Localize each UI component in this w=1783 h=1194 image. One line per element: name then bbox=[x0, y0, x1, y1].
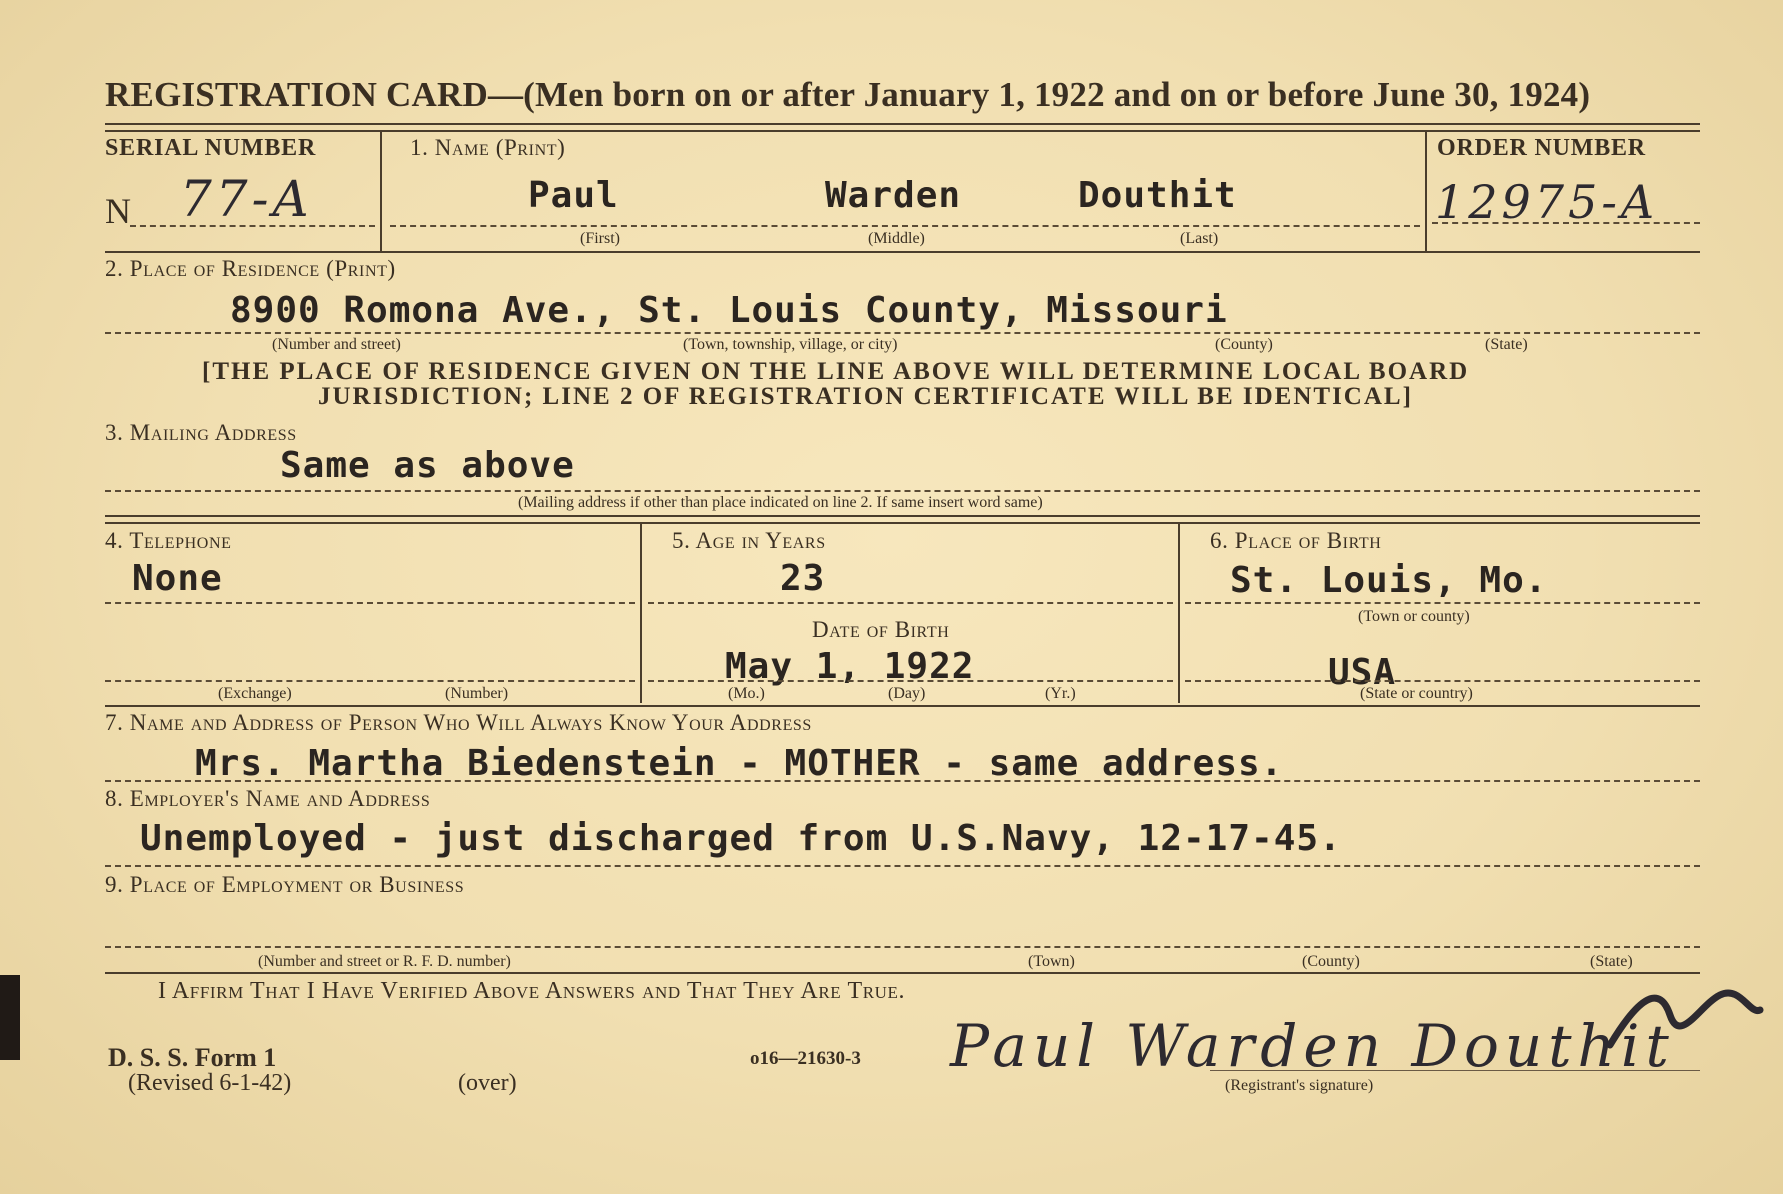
employer-label: 8. Employer's Name and Address bbox=[105, 786, 431, 811]
residence-label: 2. Place of Residence (Print) bbox=[105, 256, 396, 281]
residence-value: 8900 Romona Ave., St. Louis County, Missouri bbox=[230, 290, 1228, 331]
row3-rule bbox=[105, 515, 1700, 517]
age-value: 23 bbox=[780, 558, 826, 599]
residence-notice-2: JURISDICTION; LINE 2 OF REGISTRATION CERTIFICATE WILL BE IDENTICAL] bbox=[318, 383, 1413, 410]
name-line bbox=[390, 225, 1420, 227]
mailing-label: 3. Mailing Address bbox=[105, 420, 297, 445]
name-label: 1. Name (Print) bbox=[410, 135, 566, 160]
employer-line bbox=[105, 865, 1700, 867]
birthplace-town-value: St. Louis, Mo. bbox=[1230, 560, 1548, 601]
residence-notice-1: [THE PLACE OF RESIDENCE GIVEN ON THE LINE ABOVE WILL DETERMINE LOCAL BOARD bbox=[202, 358, 1470, 385]
town-county-caption: (Town or county) bbox=[1358, 608, 1470, 625]
title-rule-2 bbox=[105, 130, 1700, 132]
serial-divider bbox=[380, 131, 382, 251]
telephone-line bbox=[105, 602, 635, 604]
card-title: REGISTRATION CARD—(Men born on or after January 1, 1922 and on or before June 30, 1924) bbox=[105, 75, 1591, 114]
dob-label: Date of Birth bbox=[812, 617, 950, 642]
row6-rule bbox=[105, 705, 1700, 707]
employment-caption-county: (County) bbox=[1302, 953, 1360, 970]
residence-line bbox=[105, 332, 1700, 334]
telephone-line-2 bbox=[105, 680, 635, 682]
dob-line bbox=[648, 680, 1173, 682]
order-line bbox=[1432, 222, 1700, 224]
serial-number-label: SERIAL NUMBER bbox=[105, 135, 317, 161]
serial-number-value: 77-A bbox=[180, 170, 313, 228]
form-code: o16—21630-3 bbox=[750, 1048, 861, 1069]
employment-caption-state: (State) bbox=[1590, 953, 1633, 970]
dob-mo-caption: (Mo.) bbox=[728, 685, 765, 702]
serial-prefix: N bbox=[105, 191, 131, 231]
state-country-caption: (State or country) bbox=[1360, 685, 1473, 702]
registrant-signature: Paul Warden Douthit bbox=[950, 1012, 1675, 1080]
order-number-label: ORDER NUMBER bbox=[1437, 135, 1646, 161]
employment-line bbox=[105, 946, 1700, 948]
dob-value: May 1, 1922 bbox=[725, 646, 975, 687]
age-divider bbox=[1178, 523, 1180, 703]
tel-divider bbox=[640, 523, 642, 703]
affirmation-text: I Affirm That I Have Verified Above Answers and That They Are True. bbox=[158, 978, 906, 1004]
middle-caption: (Middle) bbox=[868, 230, 925, 247]
birthplace-country-value: USA bbox=[1328, 652, 1397, 693]
contact-label: 7. Name and Address of Person Who Will Always Know Your Address bbox=[105, 710, 812, 735]
employer-value: Unemployed - just discharged from U.S.Navy, 12-17-45. bbox=[140, 818, 1342, 859]
employment-caption-street: (Number and street or R. F. D. number) bbox=[258, 953, 511, 970]
form-revised: (Revised 6-1-42) bbox=[128, 1070, 292, 1096]
mailing-value: Same as above bbox=[280, 445, 575, 486]
residence-caption-county: (County) bbox=[1215, 336, 1273, 353]
residence-caption-town: (Town, township, village, or city) bbox=[683, 336, 898, 353]
telephone-label: 4. Telephone bbox=[105, 528, 232, 553]
middle-name-value: Warden bbox=[825, 175, 962, 216]
over-text: (over) bbox=[458, 1070, 517, 1096]
signature-caption: (Registrant's signature) bbox=[1225, 1077, 1374, 1094]
dob-yr-caption: (Yr.) bbox=[1045, 685, 1076, 702]
telephone-value: None bbox=[132, 558, 223, 599]
signature-line bbox=[1210, 1070, 1700, 1071]
left-edge-mark bbox=[0, 975, 20, 1060]
residence-caption-street: (Number and street) bbox=[272, 336, 401, 353]
last-caption: (Last) bbox=[1180, 230, 1219, 247]
title-rule bbox=[105, 123, 1700, 125]
serial-line bbox=[130, 225, 375, 227]
number-caption: (Number) bbox=[445, 685, 509, 702]
dob-day-caption: (Day) bbox=[888, 685, 926, 702]
age-label: 5. Age in Years bbox=[672, 528, 826, 553]
birthplace-line bbox=[1185, 602, 1700, 604]
age-line bbox=[648, 602, 1173, 604]
last-name-value: Douthit bbox=[1078, 175, 1237, 216]
form-name: D. S. S. Form 1 bbox=[108, 1043, 277, 1072]
birthplace-label: 6. Place of Birth bbox=[1210, 528, 1382, 553]
order-number-value: 12975-A bbox=[1435, 175, 1659, 229]
row9-rule bbox=[105, 972, 1700, 974]
mailing-caption: (Mailing address if other than place indicated on line 2. If same insert word same) bbox=[518, 494, 1043, 511]
birthplace-line-2 bbox=[1185, 680, 1700, 682]
row3-rule-2 bbox=[105, 522, 1700, 524]
first-name-value: Paul bbox=[528, 175, 619, 216]
employment-caption-town: (Town) bbox=[1028, 953, 1075, 970]
mailing-line bbox=[105, 490, 1700, 492]
contact-line bbox=[105, 780, 1700, 782]
contact-value: Mrs. Martha Biedenstein - MOTHER - same address. bbox=[195, 743, 1284, 784]
exchange-caption: (Exchange) bbox=[218, 685, 292, 702]
employment-place-label: 9. Place of Employment or Business bbox=[105, 872, 465, 897]
signature-flourish bbox=[1600, 975, 1770, 1075]
order-divider bbox=[1425, 131, 1427, 251]
residence-caption-state: (State) bbox=[1485, 336, 1528, 353]
first-caption: (First) bbox=[580, 230, 620, 247]
row1-rule bbox=[105, 251, 1700, 253]
